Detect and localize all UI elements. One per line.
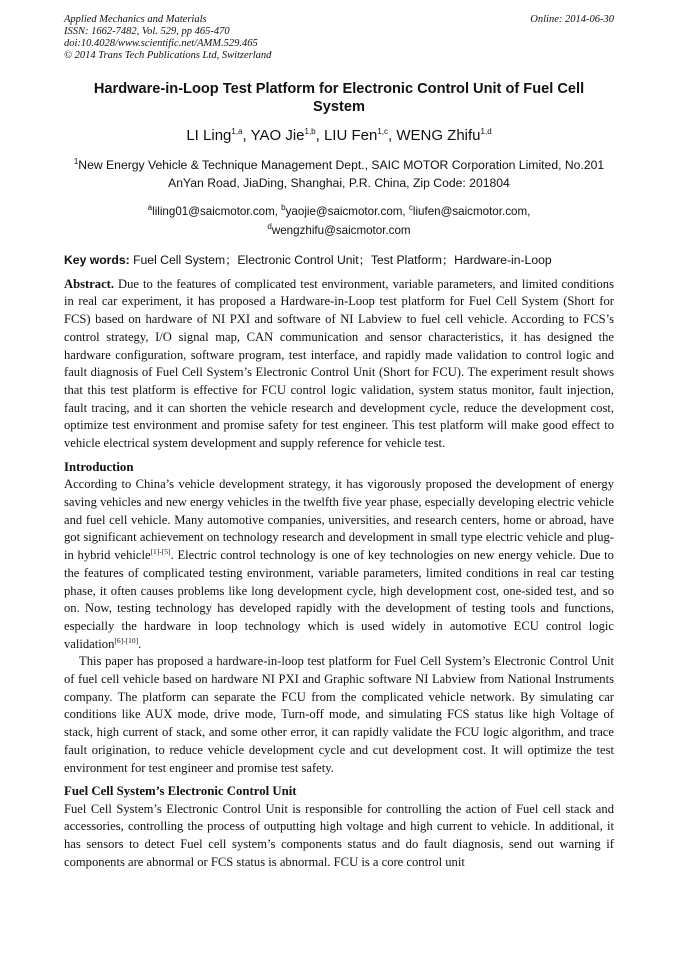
abstract-label: Abstract.	[64, 276, 115, 291]
keywords-label: Key words:	[64, 252, 130, 267]
email-mark: a	[147, 203, 153, 213]
author-name: LIU Fen	[323, 127, 378, 144]
fcu-paragraph-1: Fuel Cell System’s Electronic Control Unit is responsible for controlling the action of Fuel cell stack and accessories, controlling the process of outputting high voltage and high current to vehicle. In additional, it has sensors to detect Fuel cell system’s components status and do fault diagnosis, send out warning if components are abnormal or FCS status is abnormal. FCU is a core control unit	[64, 801, 614, 869]
author	[251, 127, 324, 144]
author-emails	[64, 200, 614, 238]
author-separator: ,	[315, 127, 324, 144]
author	[396, 127, 491, 144]
paper-title: Hardware-in-Loop Test Platform for Electronic Control Unit of Fuel Cell System	[93, 81, 585, 115]
citation-ref: [6]-[10]	[114, 635, 139, 645]
email-mark: d	[267, 221, 272, 231]
email-address[interactable]: liling01@saicmotor.com,	[152, 204, 282, 218]
author-name: LI Ling	[186, 127, 232, 144]
author-separator: ,	[242, 127, 251, 144]
keywords-text: Fuel Cell System；Electronic Control Unit；Test Platform；Hardware-in-Loop	[129, 252, 552, 267]
citation-ref: [1]-[5]	[150, 546, 171, 556]
doi-line[interactable]: doi:10.4028/www.scientific.net/AMM.529.465	[64, 38, 258, 49]
author-separator: ,	[388, 127, 397, 144]
affiliation-text: New Energy Vehicle & Technique Management Dept., SAIC MOTOR Corporation Limited, No.201 AnYan Road, JiaDing, Shanghai, P.R. China, Zip Code: 201804	[78, 158, 605, 191]
affiliation	[64, 153, 614, 192]
journal-header	[64, 14, 614, 62]
section-heading-fcu: Fuel Cell System’s Electronic Control Unit	[64, 784, 297, 799]
author-list	[64, 122, 614, 146]
author-affiliation-mark: 1,c	[377, 127, 388, 136]
introduction-paragraph-1	[64, 476, 614, 653]
keywords	[64, 252, 614, 268]
paragraph-text: . Electric control technology is one of key technologies on new energy vehicle. Due to the features of complicated testing environment, variable parameters, limited conditions in real car testing phase, it often causes problems like long development cycle, high development cost, one-sided test, and so on. Now, testing technology has developed rapidly with the development of testing tools and functions, especially the hardware in loop technology which is used widely in automotive ECU control logic validation	[64, 548, 614, 651]
author-affiliation-mark: 1,b	[304, 127, 316, 136]
issn-line: ISSN: 1662-7482, Vol. 529, pp 465-470	[64, 26, 230, 37]
copyright-line: © 2014 Trans Tech Publications Ltd, Switzerland	[64, 50, 272, 61]
author-affiliation-mark: 1,d	[480, 127, 492, 136]
author	[324, 127, 396, 144]
author-affiliation-mark: 1,a	[231, 127, 243, 136]
paragraph-text: According to China’s vehicle development strategy, it has vigorously proposed the development of energy saving vehicles and new energy vehicles in the twelfth five year phase, especially developing electric vehicle and fuel cell vehicle. Many automotive companies, universities, and research centers, home or abroad, have got significant achievement on technology research and development in small type electric vehicle and plug-in hybrid vehicle	[64, 477, 614, 563]
section-heading-introduction: Introduction	[64, 459, 134, 474]
author-name: YAO Jie	[250, 127, 305, 144]
email-address[interactable]: liufen@saicmotor.com,	[412, 204, 531, 218]
email-mark: b	[281, 203, 286, 213]
affiliation-mark: 1	[73, 157, 79, 166]
abstract-text: Due to the features of complicated test environment, variable parameters, and limited conditions in real car experiment, it has proposed a Hardware-in-Loop test platform for Fuel Cell System (Short for FCS) based on hardware of NI PXI and software of NI Labview to fuel cell vehicle. According to FCS’s control strategy, I/O signal map, CAN communication and sensor characteristics, it has designed the hardware configuration, software program, test interface, and rapidly made validation to control logic and fault diagnosis of Fuel Cell System’s Electronic Control Unit (Short for FCU). The experiment result shows that this test platform is effective for FCU control logic validation, system status monitor, fault injection, fault tracing, and it can shorten the vehicle research and development cycle, reduce the development cost, optimize test environment and promise safety for test engineer. This test platform will make good effect to vehicle electrical system development and supply reference for vehicle test.	[64, 276, 614, 451]
introduction-paragraph-2: This paper has proposed a hardware-in-loop test platform for Fuel Cell System’s Electronic Control Unit of fuel cell vehicle based on hardware NI PXI and Graphic software NI Labview from National Instruments company. The platform can separate the FCU from the complicated vehicle network. By simulating car conditions like AUX mode, drive mode, Turn-off mode, and simulating FCS status like high Voltage of stack, high current of stack, and some other error, it can rapidly validate the FCU logic algorithm, and trace fault origination, to reduce vehicle development cycle and cut development cost. It will optimize the test environment for test engineer and promise test safety.	[64, 654, 614, 775]
journal-name: Applied Mechanics and Materials	[64, 14, 207, 25]
email-mark: c	[408, 203, 413, 213]
abstract	[64, 276, 614, 453]
paragraph-text: .	[138, 636, 142, 651]
author-name: WENG Zhifu	[396, 127, 481, 144]
online-date: Online: 2014-06-30	[530, 14, 614, 25]
email-address[interactable]: yaojie@saicmotor.com,	[285, 204, 409, 218]
author	[186, 127, 250, 144]
email-address[interactable]: wengzhifu@saicmotor.com	[271, 223, 411, 237]
